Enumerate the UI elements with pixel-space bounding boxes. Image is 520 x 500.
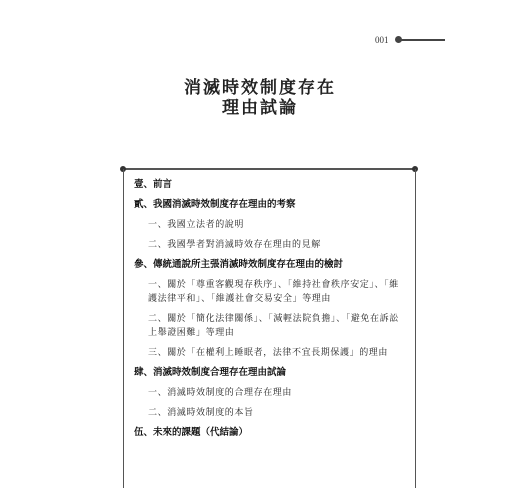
chapter-title-line-1: 消滅時效制度存在 <box>184 78 336 98</box>
chapter-title-line-2: 理由試論 <box>222 98 298 118</box>
page-header <box>375 34 445 46</box>
toc-subsection: 二、消滅時效制度的本旨 <box>148 408 254 418</box>
toc-section: 壹、前言 <box>134 179 173 190</box>
toc-section: 伍、未來的課題（代結論） <box>134 427 249 438</box>
toc-subsection: 二、我國學者對消滅時效存在理由的見解 <box>148 240 321 250</box>
chapter-title <box>0 78 520 118</box>
toc-subsection: 三、關於「在權利上睡眠者，法律不宜長期保護」的理由 <box>148 348 389 358</box>
header-rule <box>397 39 445 41</box>
toc-subsection: 二、關於「簡化法律關係」、「減輕法院負擔」、「避免在訴訟上舉證困難」等理由 <box>148 314 399 338</box>
page-number: 001 <box>375 35 389 45</box>
toc-subsection: 一、消滅時效制度的合理存在理由 <box>148 388 293 398</box>
toc-section: 參、傳統通說所主張消滅時效制度存在理由的檢討 <box>134 259 344 270</box>
toc-subsection: 一、關於「尊重客觀現存秩序」、「維持社會秩序安定」、「維護法律平和」、「維護社會交易安全」等理由 <box>148 280 399 304</box>
toc-section: 肆、消滅時效制度合理存在理由試論 <box>134 367 287 378</box>
toc-subsection: 一、我國立法者的說明 <box>148 220 245 230</box>
toc-section: 貳、我國消滅時效制度存在理由的考察 <box>134 199 296 210</box>
table-of-contents <box>134 178 406 446</box>
